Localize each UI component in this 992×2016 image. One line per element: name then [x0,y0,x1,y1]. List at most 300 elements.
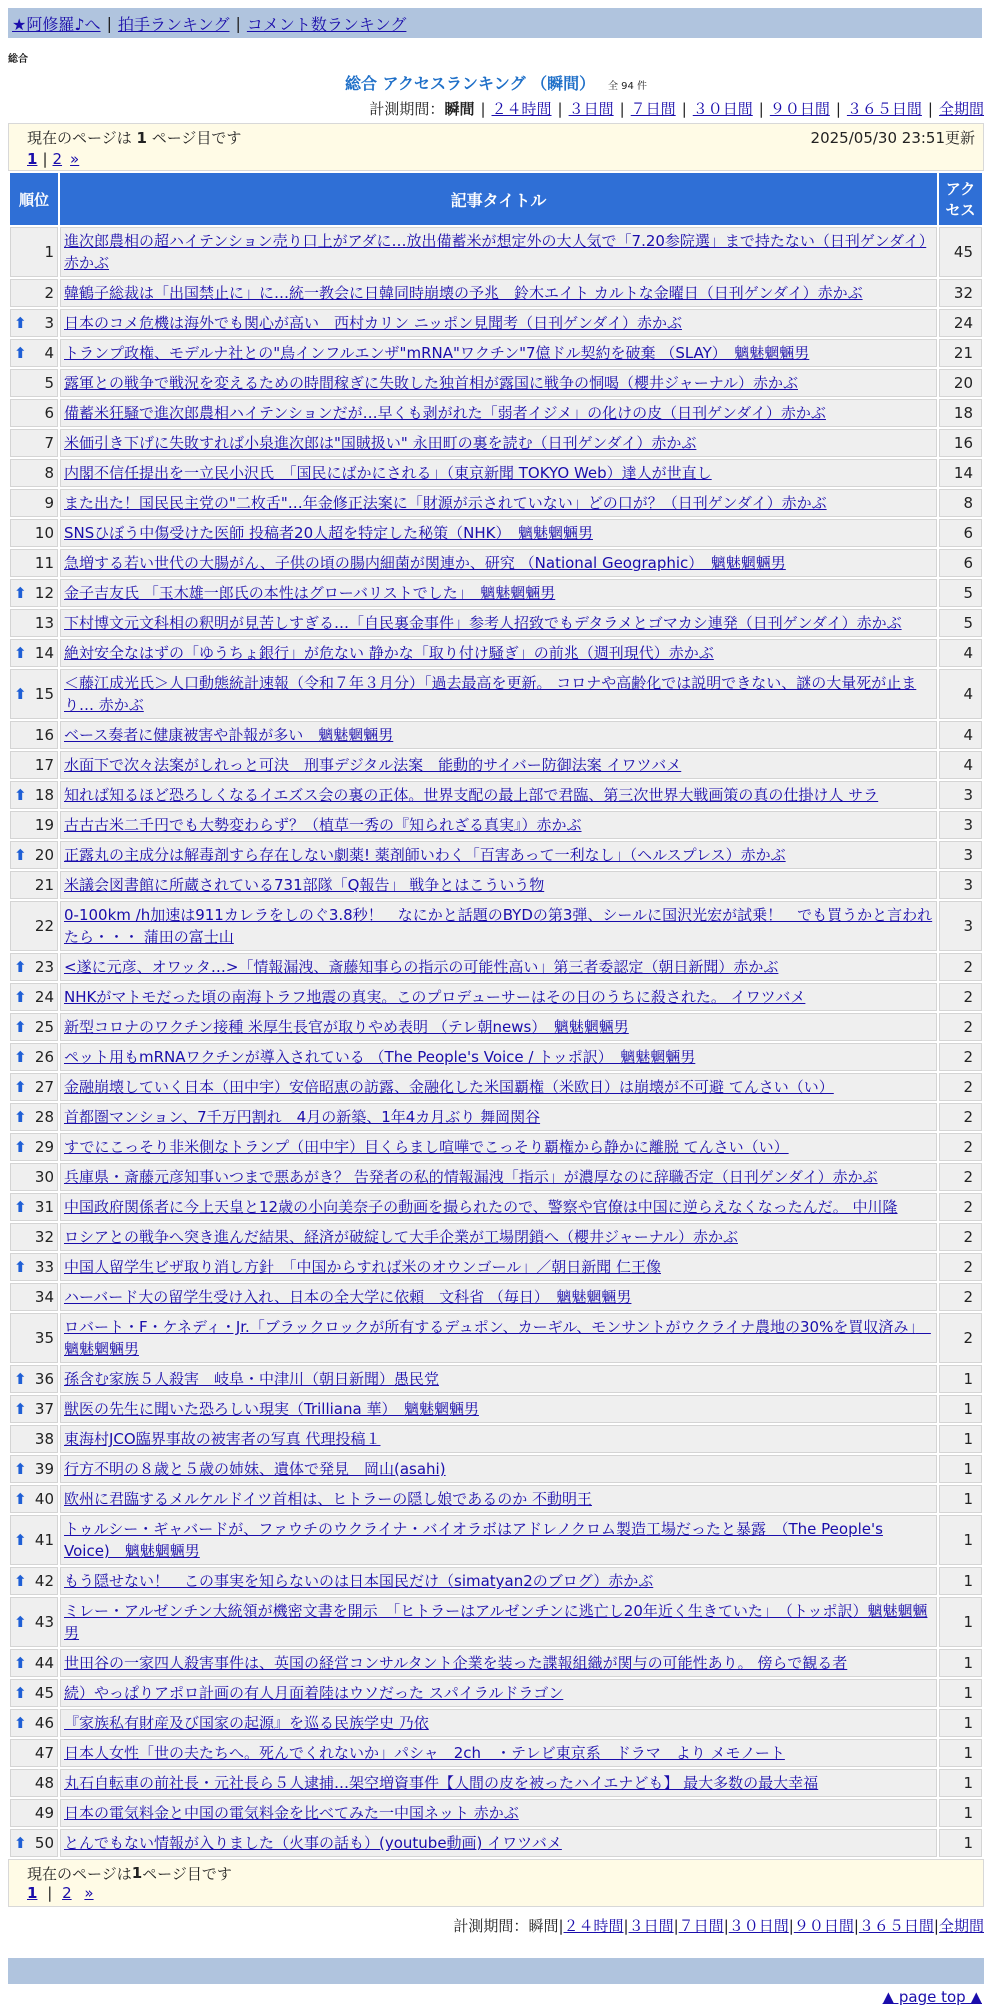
title-cell [60,1073,937,1101]
period-separator: | [681,100,687,118]
article-link[interactable]: 孫含む家族５人殺害 岐阜・中津川（朝日新聞）愚民党 [64,1370,440,1388]
article-link[interactable]: 中国人留学生ビザ取り消し方針 「中国からすれば米のオウンゴール」／朝日新聞 仁王像 [64,1258,661,1276]
article-link[interactable]: 備蓄米狂騒で進次郎農相ハイテンションだが…早くも剥がれた「弱者イジメ」の化けの皮（日刊ゲンダイ）赤かぶ [64,404,826,422]
table-row [10,953,982,981]
rank-up-arrow-icon: ⬆ [14,685,27,703]
access-count: 1 [939,1485,982,1513]
article-link[interactable]: 日本人女性「世の夫たちへ。死んでくれないか」パシャ 2ch ・テレビ東京系 ドラマ より メモノート [64,1744,785,1762]
title-cell [60,579,937,607]
table-row [10,721,982,749]
access-count: 2 [939,1253,982,1281]
table-row [10,751,982,779]
access-count: 6 [939,519,982,547]
article-link[interactable]: 古古古米二千円でも大勢変わらず？（植草一秀の『知られざる真実』）赤かぶ [64,816,582,834]
page-1-link[interactable]: 1 [27,1884,38,1902]
article-link[interactable]: 正露丸の主成分は解毒剤すら存在しない劇薬! 薬剤師いわく「百害あって一利なし」（ヘルスプレス）赤かぶ [64,846,786,864]
nav-separator: | [106,13,112,33]
access-count: 3 [939,811,982,839]
category-label: 総合 [8,54,28,65]
article-link[interactable]: <遂に元彦、オワッタ…>「情報漏洩、斎藤知事らの指示の可能性高い」第三者委認定（朝日新聞）赤かぶ [64,958,779,976]
page-status-text-bottom: 現在のページは 1 ページ目です [27,1864,232,1883]
rank-cell [10,781,58,809]
rank-cell [10,279,58,307]
clap-ranking-link[interactable]: 拍手ランキング [117,14,230,34]
article-link[interactable]: ＜藤江成光氏＞人口動態統計速報（令和７年３月分）「過去最高を更新。 コロナや高齢化では説明できない、謎の大量死が止まり… 赤かぶ [64,674,917,714]
rank-cell [10,1073,58,1101]
rank-up-arrow-icon: ⬆ [14,1684,27,1702]
table-row [10,1365,982,1393]
article-link[interactable]: 丸石自転車の前社長・元社長ら５人逮捕…架空増資事件【人間の皮を被ったハイエナども】 最大多数の最大幸福 [64,1774,819,1792]
access-count: 14 [939,459,982,487]
access-count: 8 [939,489,982,517]
rank-cell [10,901,58,951]
rank-cell [10,811,58,839]
rank-cell [10,399,58,427]
pager-separator: | [42,150,48,168]
article-link[interactable]: ペット用もmRNAワクチンが導入されている （The People's Voice / トッポ訳） 魑魅魍魎男 [64,1048,696,1066]
access-count: 1 [939,1425,982,1453]
period-option[interactable]: ３０日間 [692,100,753,118]
period-option[interactable]: ３０日間 [728,1917,789,1935]
rank-number: 50 [34,1834,54,1852]
home-link[interactable]: ★阿修羅♪へ [12,14,101,34]
rank-number: 46 [34,1714,54,1732]
title-cell [60,1283,937,1311]
rank-number: 6 [44,404,54,422]
article-link[interactable]: 東海村JCO臨界事故の被害者の写真 代理投稿１ [64,1430,381,1448]
access-count: 1 [939,1365,982,1393]
title-cell [60,519,937,547]
article-link[interactable]: ミレー・アルゼンチン大統領が機密文書を開示 「ヒトラーはアルゼンチンに逃亡し20年近く生きていた」 （トッポ訳）魑魅魍魎男 [64,1602,928,1642]
rank-cell [10,459,58,487]
article-link[interactable]: NHKがマトモだった頃の南海トラフ地震の真実。このプロデューサーはその日のうちに殺された。 イワツバメ [64,988,806,1006]
article-link[interactable]: とんでもない情報が入りました（火事の話も）(youtube動画) イワツバメ [64,1834,562,1852]
title-cell [60,1253,937,1281]
access-count: 1 [939,1649,982,1677]
rank-up-arrow-icon: ⬆ [14,1490,27,1508]
table-row [10,983,982,1011]
article-link[interactable]: 金融崩壊していく日本（田中宇）安倍昭恵の訪露、金融化した米国覇権（米欧日）は崩壊が不可避 てんさい（い） [64,1078,834,1096]
article-link[interactable]: 急増する若い世代の大腸がん、子供の頃の腸内細菌が関連か、研究 （National Geographic） 魑魅魍魎男 [64,554,786,572]
rank-number: 41 [34,1531,54,1549]
article-link[interactable]: 日本の電気料金と中国の電気料金を比べてみた一中国ネット 赤かぶ [64,1804,519,1822]
table-row [10,1133,982,1161]
page-1-link[interactable]: 1 [27,150,38,168]
next-page-link[interactable]: » [70,150,80,168]
table-row [10,489,982,517]
title-cell [60,609,937,637]
table-row [10,1769,982,1797]
rank-number: 37 [34,1400,54,1418]
rank-number: 9 [44,494,54,512]
article-link[interactable]: もう隠せない！ この事実を知らないのは日本国民だけ（simatyan2のブログ）赤かぶ [64,1572,654,1590]
pager [27,148,975,170]
table-row [10,1739,982,1767]
table-row [10,279,982,307]
period-option[interactable]: 全期間 [938,100,984,118]
rank-cell [10,429,58,457]
access-count: 16 [939,429,982,457]
rank-up-arrow-icon: ⬆ [14,1370,27,1388]
rank-cell [10,1395,58,1423]
page-2-link[interactable]: 2 [62,1884,72,1902]
page-2-link[interactable]: 2 [52,150,63,168]
period-separator: | [788,1917,794,1935]
rank-number: 28 [34,1108,54,1126]
title-cell [60,1223,937,1251]
rank-cell [10,751,58,779]
rank-up-arrow-icon: ⬆ [14,314,27,332]
access-count: 4 [939,751,982,779]
table-row [10,841,982,869]
table-row [10,1485,982,1513]
article-link[interactable]: また出た！国民民主党の"二枚舌"…年金修正法案に「財源が示されていない」どの口が？（日刊ゲンダイ）赤かぶ [64,494,827,512]
access-count: 2 [939,1103,982,1131]
access-count: 3 [939,841,982,869]
article-link[interactable]: 続）やっぱりアポロ計画の有人月面着陸はウソだった スパイラルドラゴン [64,1684,564,1702]
rank-number: 8 [44,464,54,482]
article-link[interactable]: ベース奏者に健康被害や訃報が多い 魑魅魍魎男 [64,726,394,744]
article-link[interactable]: トランプ政権、モデルナ社との"鳥インフルエンザ"mRNA"ワクチン"7億ドル契約を破棄 （SLAY） 魑魅魍魎男 [64,344,810,362]
rank-cell [10,871,58,899]
rank-number: 49 [34,1804,54,1822]
article-link[interactable]: SNSひぼう中傷受けた医師 投稿者20人超を特定した秘策（NHK） 魑魅魍魎男 [64,524,593,542]
rank-cell [10,1013,58,1041]
rank-number: 27 [34,1078,54,1096]
rank-up-arrow-icon: ⬆ [14,344,27,362]
period-option[interactable]: ９０日間 [769,100,830,118]
rank-number: 42 [34,1572,54,1590]
period-separator: | [723,1917,729,1935]
title-cell [60,1709,937,1737]
article-link[interactable]: 中国政府関係者に今上天皇と12歳の小向美奈子の動画を撮られたので、警察や官僚は中国に逆らえなくなったんだ。 中川隆 [64,1198,898,1216]
period-option[interactable]: ３日間 [628,1917,674,1935]
access-count: 3 [939,871,982,899]
access-count: 2 [939,1073,982,1101]
rank-cell [10,1799,58,1827]
comment-ranking-link[interactable]: コメント数ランキング [246,14,407,34]
rank-cell [10,1425,58,1453]
article-link[interactable]: 獣医の先生に聞いた恐ろしい現実（Trilliana 華） 魑魅魍魎男 [64,1400,479,1418]
title-cell [60,1485,937,1513]
rank-cell [10,339,58,367]
article-link[interactable]: 欧州に君臨するメルケルドイツ首相は、ヒトラーの隠し娘であるのか 不動明王 [64,1490,592,1508]
rank-up-arrow-icon: ⬆ [14,1198,27,1216]
top-nav-bar [8,8,982,38]
article-link[interactable]: 水面下で次々法案がしれっと可決 刑事デジタル法案 能動的サイバー防御法案 イワツバメ [64,756,682,774]
rank-up-arrow-icon: ⬆ [14,1138,27,1156]
rank-cell [10,1313,58,1363]
table-row [10,459,982,487]
access-count: 2 [939,1133,982,1161]
page-status-box [8,123,984,171]
title-cell [60,1567,937,1595]
rank-number: 24 [34,988,54,1006]
rank-up-arrow-icon: ⬆ [14,1654,27,1672]
table-row [10,1567,982,1595]
period-option[interactable]: ２４時間 [491,100,552,118]
title-cell [60,751,937,779]
article-link[interactable]: 知れば知るほど恐ろしくなるイエズス会の裏の正体。世界支配の最上部で君臨、第三次世界大戦画策の真の仕掛け人 サラ [64,786,879,804]
table-row [10,339,982,367]
access-count: 1 [939,1567,982,1595]
article-link[interactable]: 日本のコメ危機は海外でも関心が高い 西村カリン ニッポン見聞考（日刊ゲンダイ）赤かぶ [64,314,682,332]
rank-number: 18 [34,786,54,804]
period-option[interactable]: ２４時間 [563,1917,624,1935]
title-cell [60,669,937,719]
rank-cell [10,609,58,637]
page-title: 総合 アクセスランキング （瞬間） [344,74,596,93]
table-row [10,1709,982,1737]
rank-number: 15 [34,685,54,703]
period-separator: | [853,1917,859,1935]
rank-cell [10,1283,58,1311]
page-status-text: 現在のページは 1 ページ目です [27,128,242,147]
table-row [10,1799,982,1827]
title-cell [60,1163,937,1191]
pager-bottom [27,1884,975,1902]
rank-cell [10,579,58,607]
article-link[interactable]: 絶対安全なはずの「ゆうちょ銀行」が危ない 静かな「取り付け騒ぎ」の前兆（週刊現代）赤かぶ [64,644,714,662]
title-cell [60,1649,937,1677]
period-option[interactable]: ３６５日間 [846,100,922,118]
article-link[interactable]: 金子吉友氏 「玉木雄一郎氏の本性はグローバリストでした」 魑魅魍魎男 [64,584,556,602]
period-separator: | [758,100,764,118]
rank-cell [10,1223,58,1251]
rank-cell [10,841,58,869]
title-cell [60,1829,937,1857]
article-link[interactable]: 世田谷の一家四人殺害事件は、英国の経営コンサルタント企業を装った諜報組織が関与の可能性あり。 傍らで観る者 [64,1654,848,1672]
rank-cell [10,519,58,547]
access-count: 1 [939,1597,982,1647]
rank-up-arrow-icon: ⬆ [14,988,27,1006]
rank-up-arrow-icon: ⬆ [14,644,27,662]
header-rank: 順位 [10,173,58,225]
article-link[interactable]: ハーバード大の留学生受け入れ、日本の全大学に依頼 文科省 （毎日） 魑魅魍魎男 [64,1288,632,1306]
period-separator: | [558,1917,564,1935]
rank-cell [10,1193,58,1221]
rank-number: 7 [44,434,54,452]
article-link[interactable]: 露軍との戦争で戦況を変えるための時間稼ぎに失敗した独首相が露国に戦争の恫喝（櫻井ジャーナル）赤かぶ [64,374,798,392]
access-count: 1 [939,1709,982,1737]
page-status-box-bottom [8,1859,984,1907]
article-link[interactable]: 0-100km /h加速は911カレラをしのぐ3.8秒！ なにかと話題のBYDの第3弾、シールに国沢光宏が試乗！ でも買うかと言われたら・・・ 蒲田の富士山 [64,906,933,946]
period-label: 計測期間： [453,1917,529,1935]
period-option[interactable]: ７日間 [630,100,676,118]
rank-number: 29 [34,1138,54,1156]
rank-cell [10,309,58,337]
article-link[interactable]: すでにこっそり非米側なトランプ（田中宇）目くらまし喧嘩でこっそり覇権から静かに離脱 てんさい（い） [64,1138,789,1156]
ranking-table [8,171,984,1859]
title-cell [60,1395,937,1423]
rank-cell [10,1163,58,1191]
rank-cell [10,1649,58,1677]
access-count: 32 [939,279,982,307]
title-cell [60,871,937,899]
title-cell [60,1739,937,1767]
period-option[interactable]: ７日間 [678,1917,724,1935]
header-access: アクセス [939,173,982,225]
article-link[interactable]: 下村博文元文科相の釈明が見苦しすぎる…「自民裏金事件」参考人招致でもデタラメとゴマカシ連発（日刊ゲンダイ）赤かぶ [64,614,902,632]
table-row [10,1103,982,1131]
article-link[interactable]: 進次郎農相の超ハイテンション売り口上がアダに…放出備蓄米が想定外の大人気で「7.20参院選」まで持たない（日刊ゲンダイ）赤かぶ [64,232,927,272]
table-row [10,579,982,607]
rank-cell [10,1103,58,1131]
title-cell [60,1679,937,1707]
table-row [10,1455,982,1483]
title-cell [60,1133,937,1161]
title-cell [60,721,937,749]
rank-number: 2 [44,284,54,302]
title-cell [60,1515,937,1565]
access-count: 21 [939,339,982,367]
period-separator: | [619,100,625,118]
title-cell [60,1043,937,1071]
rank-cell [10,1709,58,1737]
rank-number: 10 [34,524,54,542]
title-cell [60,1193,937,1221]
rank-cell [10,639,58,667]
rank-number: 33 [34,1258,54,1276]
title-cell [60,339,937,367]
table-row [10,639,982,667]
article-link[interactable]: トゥルシー・ギャバードが、ファウチのウクライナ・バイオラボはアドレノクロム製造工場だったと暴露 （The People's Voice) 魑魅魍魎男 [64,1520,883,1560]
ranking-title-line [0,71,992,94]
title-cell [60,279,937,307]
rank-number: 20 [34,846,54,864]
rank-number: 36 [34,1370,54,1388]
rank-cell [10,669,58,719]
rank-number: 12 [34,584,54,602]
period-option[interactable]: 全期間 [938,1917,984,1935]
period-separator: | [673,1917,679,1935]
access-count: 2 [939,1313,982,1363]
rank-up-arrow-icon: ⬆ [14,1108,27,1126]
article-link[interactable]: 『家族私有財産及び国家の起源』を巡る民族学史 乃依 [64,1714,429,1732]
rank-number: 5 [44,374,54,392]
article-link[interactable]: 首都圏マンション、7千万円割れ 4月の新築、1年4カ月ぶり 舞岡関谷 [64,1108,541,1126]
rank-up-arrow-icon: ⬆ [14,1048,27,1066]
rank-cell [10,953,58,981]
access-count: 1 [939,1829,982,1857]
rank-cell [10,549,58,577]
pager-separator: | [47,1884,53,1902]
table-row [10,669,982,719]
table-row [10,1283,982,1311]
rank-cell [10,1133,58,1161]
article-link[interactable]: 兵庫県・斎藤元彦知事いつまで悪あがき？ 告発者の私的情報漏洩「指示」が濃厚なのに辞職否定（日刊ゲンダイ）赤かぶ [64,1168,878,1186]
article-link[interactable]: 米価引き下げに失敗すれば小泉進次郎は"国賊扱い" 永田町の裏を読む（日刊ゲンダイ）赤かぶ [64,434,697,452]
title-cell [60,1313,937,1363]
access-count: 45 [939,227,982,277]
rank-number: 14 [34,644,54,662]
access-count: 3 [939,781,982,809]
rank-up-arrow-icon: ⬆ [14,1460,27,1478]
access-count: 4 [939,669,982,719]
access-count: 2 [939,1163,982,1191]
title-cell [60,1799,937,1827]
table-row [10,1193,982,1221]
table-row [10,1679,982,1707]
access-count: 18 [939,399,982,427]
article-link[interactable]: 米議会図書館に所蔵されている731部隊「Q報告」 戦争とはこういう物 [64,876,545,894]
page-top-area [0,1988,982,2006]
period-separator: | [480,100,486,118]
rank-up-arrow-icon: ⬆ [14,1018,27,1036]
article-link[interactable]: ロシアとの戦争へ突き進んだ結果、経済が破綻して大手企業が工場閉鎖へ（櫻井ジャーナル）赤かぶ [64,1228,738,1246]
access-count: 4 [939,639,982,667]
article-link[interactable]: 韓鶴子総裁は「出国禁止に」に…統一教会に日韓同時崩壊の予兆 鈴木エイト カルトな金曜日（日刊ゲンダイ）赤かぶ [64,284,863,302]
rank-number: 32 [34,1228,54,1246]
period-option[interactable]: ３６５日間 [858,1917,934,1935]
table-row [10,369,982,397]
access-count: 1 [939,1679,982,1707]
rank-up-arrow-icon: ⬆ [14,1400,27,1418]
rank-number: 35 [34,1329,54,1347]
title-cell [60,369,937,397]
table-row [10,429,982,457]
rank-number: 19 [34,816,54,834]
period-option[interactable]: ９０日間 [793,1917,854,1935]
table-row [10,1425,982,1453]
page-top-link[interactable]: ▲ page top ▲ [882,1988,982,2006]
article-link[interactable]: 行方不明の８歳と５歳の姉妹、遺体で発見 岡山(asahi) [64,1460,446,1478]
article-link[interactable]: 内閣不信任提出を一立民小沢氏 「国民にばかにされる」（東京新聞 TOKYO Web）達人が世直し [64,464,712,482]
next-page-link[interactable]: » [84,1884,94,1902]
title-cell [60,1103,937,1131]
table-row [10,519,982,547]
period-label: 計測期間： [369,100,445,118]
bottom-bar [8,1958,984,1984]
article-link[interactable]: 新型コロナのワクチン接種 米厚生長官が取りやめ表明 （テレ朝news） 魑魅魍魎男 [64,1018,629,1036]
table-row [10,811,982,839]
rank-cell [10,1043,58,1071]
access-count: 6 [939,549,982,577]
rank-number: 1 [44,243,54,261]
title-cell [60,309,937,337]
rank-number: 34 [34,1288,54,1306]
title-cell [60,489,937,517]
rank-cell [10,1769,58,1797]
period-option[interactable]: ３日間 [568,100,614,118]
title-cell [60,811,937,839]
table-row [10,1163,982,1191]
title-cell [60,227,937,277]
table-row [10,549,982,577]
table-row [10,1253,982,1281]
rank-number: 3 [44,314,54,332]
rank-up-arrow-icon: ⬆ [14,846,27,864]
rank-number: 21 [34,876,54,894]
rank-up-arrow-icon: ⬆ [14,584,27,602]
title-cell [60,953,937,981]
rank-number: 11 [34,554,54,572]
period-separator: | [933,1917,939,1935]
rank-number: 31 [34,1198,54,1216]
updated-time: 2025/05/30 23:51更新 [810,128,975,147]
header-title: 記事タイトル [60,173,937,225]
access-count: 1 [939,1455,982,1483]
rank-number: 22 [34,917,54,935]
title-cell [60,1455,937,1483]
table-row [10,1395,982,1423]
access-count: 2 [939,1013,982,1041]
access-count: 3 [939,901,982,951]
rank-up-arrow-icon: ⬆ [14,1714,27,1732]
nav-separator: | [235,13,241,33]
article-link[interactable]: ロバート・F・ケネディ・Jr.「ブラックロックが所有するデュポン、カーギル、モンサントがウクライナ農地の30%を買収済み」 魑魅魍魎男 [64,1318,931,1358]
access-count: 2 [939,1193,982,1221]
